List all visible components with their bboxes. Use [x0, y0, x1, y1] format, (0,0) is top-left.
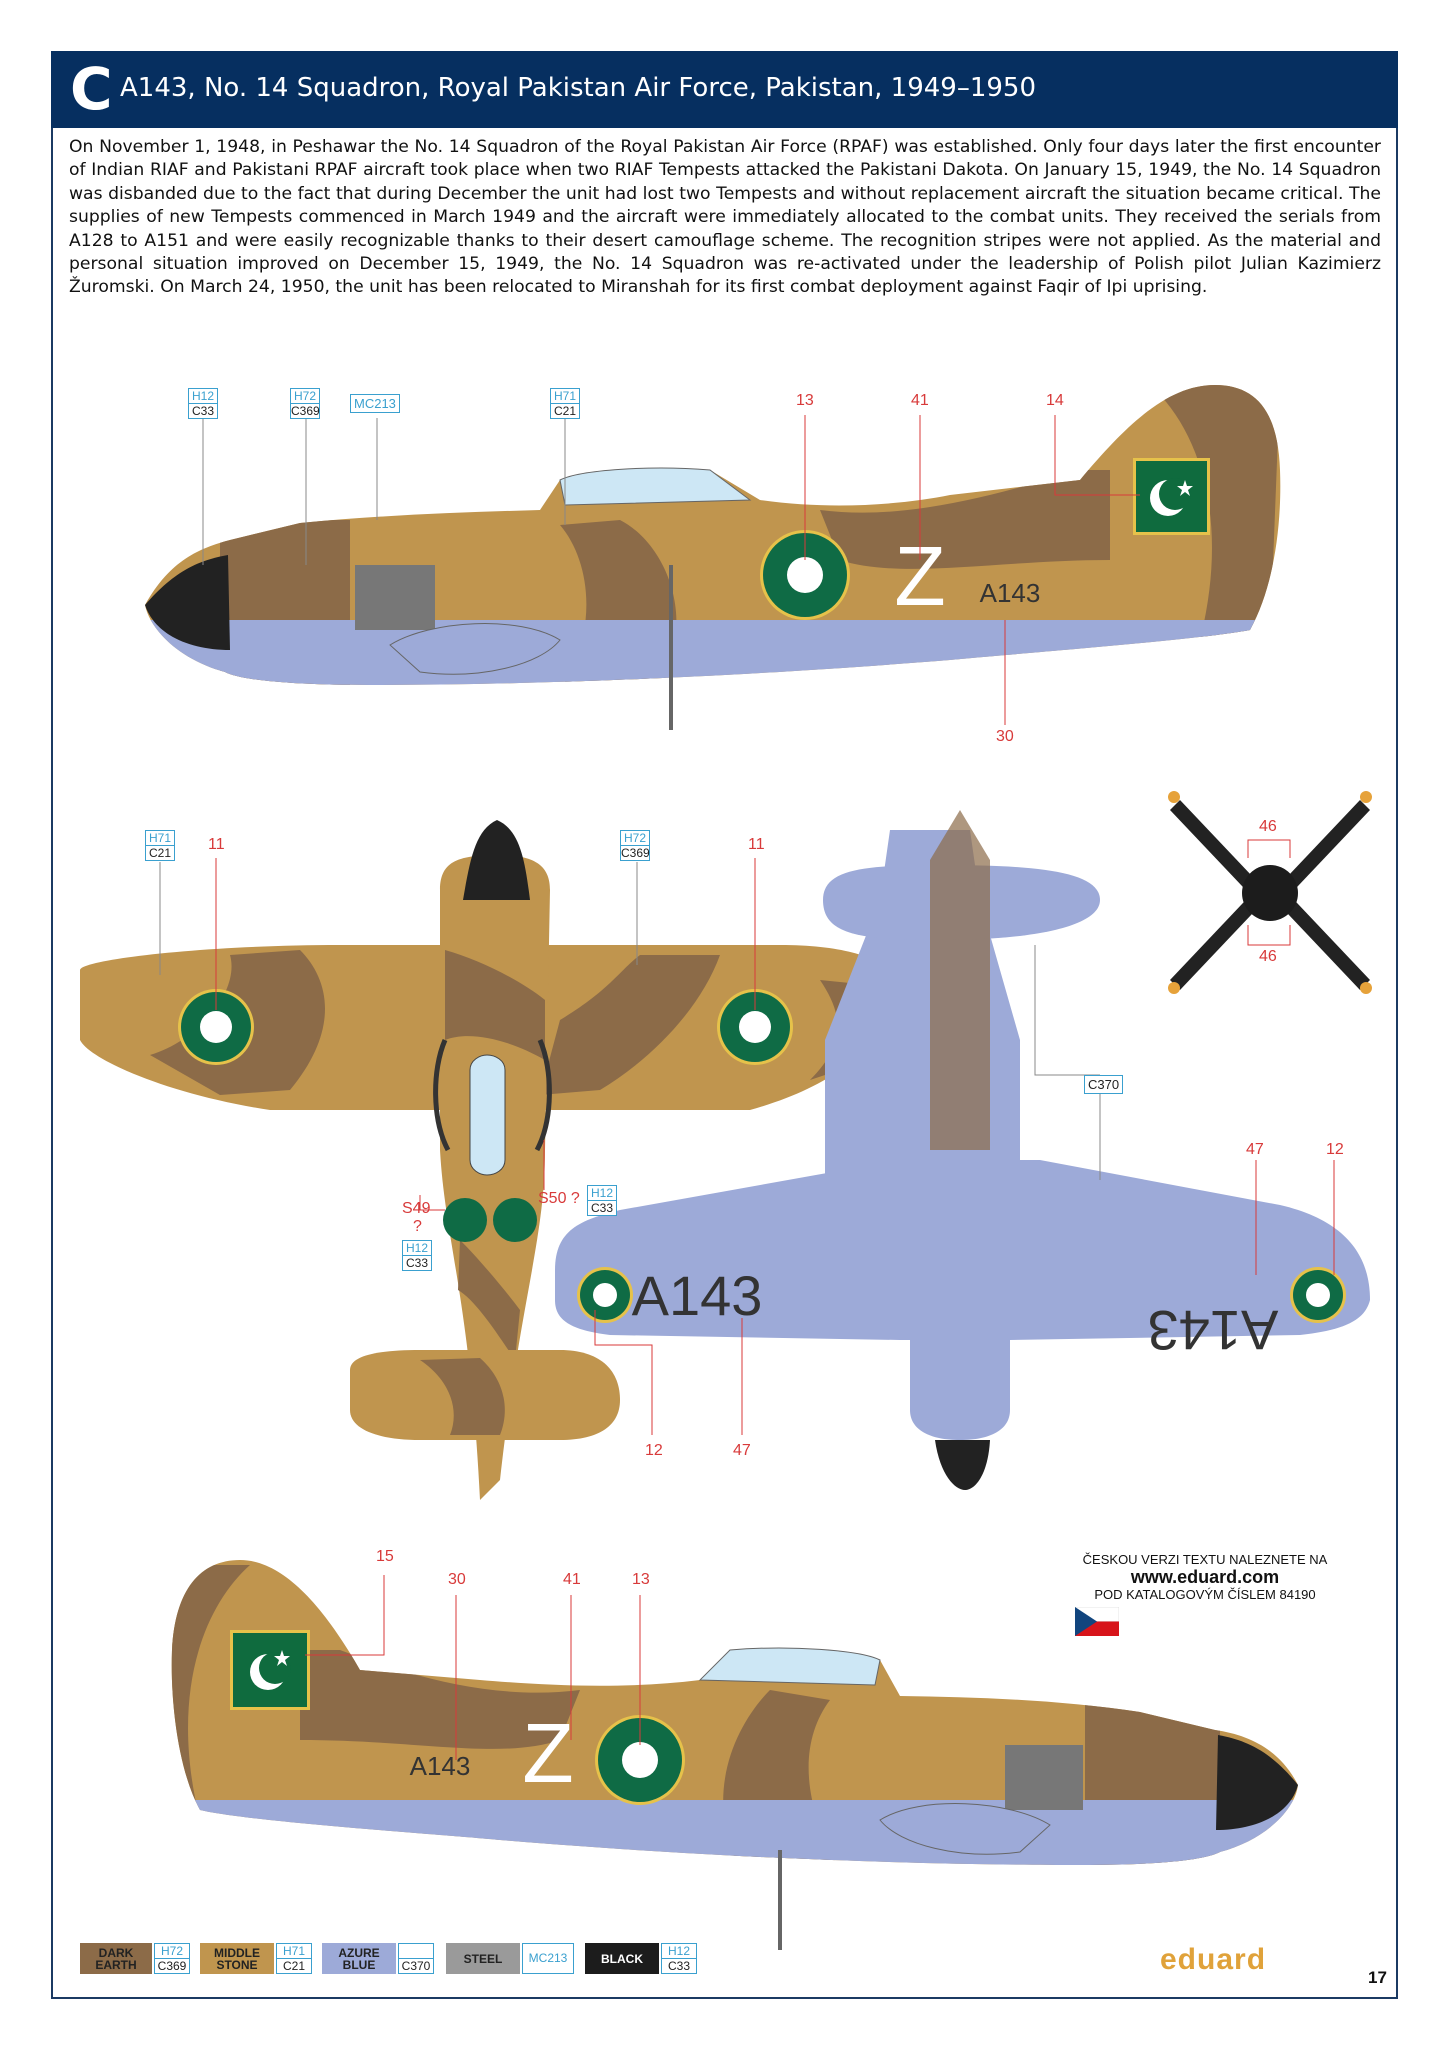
paint-code: C369 — [621, 846, 650, 860]
callout-46-top: 46 — [1259, 818, 1277, 835]
serial-under-right: A143 — [1147, 1299, 1279, 1362]
callout-h12-c33-top-right — [587, 1185, 617, 1216]
paint-code: C33 — [191, 404, 214, 418]
callout-h72-c369-left — [290, 388, 320, 419]
swatch-label: AZURE — [338, 1945, 380, 1960]
left-profile-view — [140, 370, 1290, 730]
swatch-steel — [446, 1943, 520, 1974]
paint-code: H72 — [291, 389, 319, 404]
paint-code: H72 — [155, 1944, 189, 1959]
swatch-codes — [276, 1943, 312, 1974]
paint-code: C21 — [148, 846, 171, 860]
callout-h72-c369-top — [620, 830, 650, 861]
top-view — [80, 820, 895, 1500]
serial-left: A143 — [979, 578, 1041, 608]
callout-h71-c21-top — [145, 830, 175, 861]
swatch-codes — [154, 1943, 190, 1974]
swatch-middle-stone — [200, 1943, 274, 1974]
callout-13-left: 13 — [796, 392, 814, 409]
czech-flag-icon — [1075, 1607, 1119, 1636]
code-letter-left: Z — [894, 529, 946, 623]
code-letter-right: Z — [522, 1706, 574, 1800]
callout-h12-c33-top-left — [402, 1240, 432, 1271]
czech-note-url[interactable]: www.eduard.com — [1130, 1567, 1280, 1587]
right-profile-view — [160, 1550, 1310, 1950]
callout-30-left: 30 — [996, 728, 1014, 745]
paint-code: C369 — [291, 404, 320, 418]
legend-azure-blue — [322, 1943, 434, 1974]
paint-code: H12 — [189, 389, 217, 404]
swatch-black — [585, 1943, 659, 1974]
paint-code: H12 — [403, 1241, 431, 1256]
callout-s49-question: ? — [413, 1218, 422, 1235]
swatch-label: MIDDLE — [214, 1945, 260, 1960]
callout-12-bottom-right: 12 — [1326, 1141, 1344, 1158]
paint-code: H72 — [621, 831, 649, 846]
swatch-label: BLACK — [601, 1951, 643, 1966]
callout-c370: C370 — [1084, 1075, 1123, 1094]
serial-right: A143 — [409, 1751, 471, 1781]
callout-30-right: 30 — [448, 1571, 466, 1588]
serial-under-left: A143 — [631, 1264, 763, 1327]
paint-code: MC213 — [528, 1951, 568, 1965]
history-text: On November 1, 1948, in Peshawar the No. 14 Squadron of the Royal Pakistan Air Force (RPAF) was established. Only four days later the first encounter of Indian RIAF and Pakistani RPAF aircraft took place when two RIAF Tempests attacked the Pakistani Dakota. On January 15, 1949, the No. 14 Squadron was disbanded due to the fact that during December the unit had lost two Tempests and without replacement aircraft the situation became critical. The supplies of new Tempests commenced in March 1949 and the aircraft were immediately allocated to the combat units. They received the serials from A128 to A151 and were easily recognizable thanks to their desert camouflage scheme. The recognition stripes were not applied. As the material and personal situation improved on December 15, 1949, the No. 14 Squadron was re-activated under the leadership of Polish pilot Julian Kazimierz Žuromski. On March 24, 1950, the unit has been relocated to Miranshah for its first combat deployment against Faqir of Ipi uprising. — [69, 137, 1381, 298]
legend-black — [585, 1943, 697, 1974]
callout-11-top-left: 11 — [208, 836, 225, 853]
czech-version-note — [1060, 1552, 1350, 1602]
swatch-label: EARTH — [95, 1957, 137, 1972]
page-number: 17 — [1368, 1968, 1387, 1987]
paint-code: C33 — [590, 1201, 613, 1215]
legend-dark-earth — [80, 1943, 190, 1974]
legend-steel — [446, 1943, 574, 1974]
callout-mc213-left: MC213 — [350, 394, 400, 413]
paint-code: H71 — [277, 1944, 311, 1959]
page-title: A143, No. 14 Squadron, Royal Pakistan Air Force, Pakistan, 1949–1950 — [120, 73, 1037, 103]
callout-41-right: 41 — [563, 1571, 581, 1588]
paint-code: C21 — [282, 1959, 305, 1973]
callout-13-right: 13 — [632, 1571, 650, 1588]
swatch-azure-blue — [322, 1943, 396, 1974]
paint-code: C33 — [667, 1959, 690, 1973]
callout-11-top-right: 11 — [748, 836, 765, 853]
callout-47-bottom-right: 47 — [1246, 1141, 1264, 1158]
paint-code — [399, 1944, 433, 1959]
callout-46-bottom: 46 — [1259, 948, 1277, 965]
callout-12-bottom-left: 12 — [645, 1442, 663, 1459]
paint-code: C33 — [405, 1256, 428, 1270]
paint-code: H71 — [146, 831, 174, 846]
callout-h12-c33-left — [188, 388, 218, 419]
profile-letter: C — [70, 55, 113, 123]
swatch-codes — [398, 1943, 434, 1974]
callout-47-bottom-left: 47 — [733, 1442, 751, 1459]
paint-code: H12 — [588, 1186, 616, 1201]
paint-code: H12 — [662, 1944, 696, 1959]
swatch-codes — [522, 1943, 574, 1974]
swatch-label: STONE — [216, 1957, 258, 1972]
callout-s49: S49 — [402, 1200, 431, 1217]
eduard-logo: eduard — [1160, 1943, 1267, 1976]
callout-15-right: 15 — [376, 1548, 394, 1565]
paint-code: H71 — [551, 389, 579, 404]
callout-h71-c21-left — [550, 388, 580, 419]
callout-s50: S50 ? — [538, 1190, 580, 1207]
swatch-codes — [661, 1943, 697, 1974]
callout-14-left: 14 — [1046, 392, 1064, 409]
paint-code: C21 — [553, 404, 576, 418]
swatch-label: STEEL — [463, 1951, 503, 1966]
swatch-dark-earth — [80, 1943, 152, 1974]
legend-middle-stone — [200, 1943, 312, 1974]
swatch-label: BLUE — [342, 1957, 376, 1972]
callout-41-left: 41 — [911, 392, 929, 409]
paint-code: C369 — [157, 1959, 187, 1973]
czech-note-line3: POD KATALOGOVÝM ČÍSLEM 84190 — [1094, 1587, 1316, 1602]
paint-code: C370 — [401, 1958, 431, 1973]
czech-note-line1: ČESKOU VERZI TEXTU NALEZNETE NA — [1082, 1552, 1328, 1567]
swatch-label: DARK — [98, 1945, 134, 1960]
